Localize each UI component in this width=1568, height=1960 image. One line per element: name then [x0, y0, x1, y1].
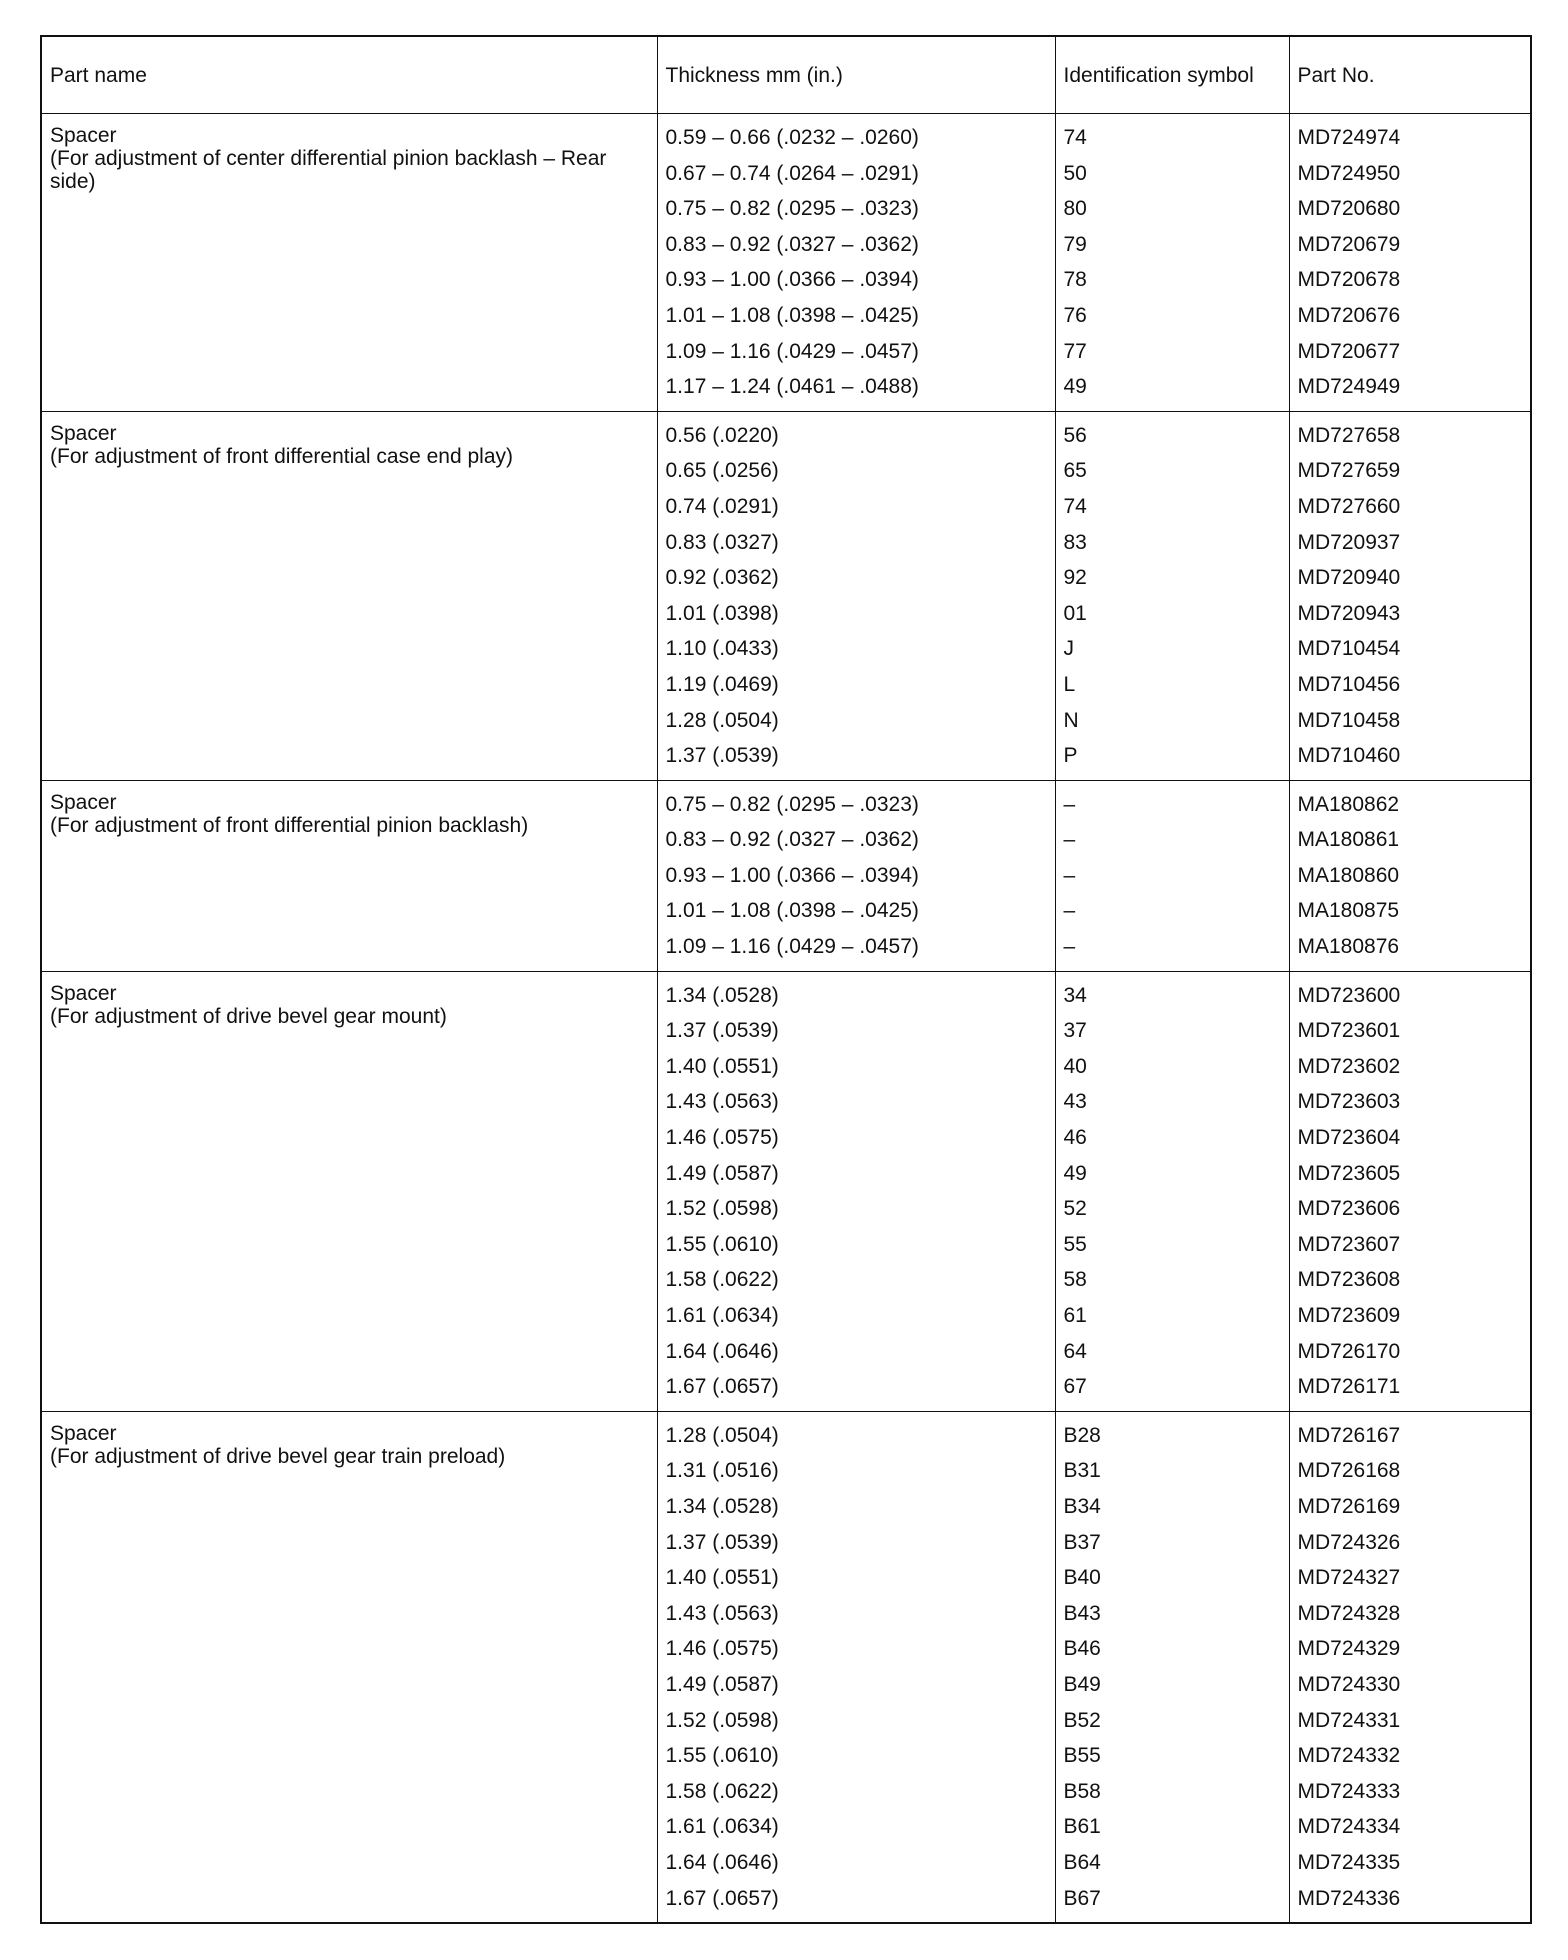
identification-symbol-value: B34 [1063, 1494, 1101, 1518]
part-number-value: MD724331 [1297, 1708, 1401, 1732]
identification-symbol-cell [1055, 1411, 1289, 1923]
part-number-cell [1289, 780, 1531, 971]
thickness-value: 1.64 (.0646) [665, 1850, 779, 1874]
thickness-value: 1.61 (.0634) [665, 1815, 779, 1839]
thickness-value: 1.37 (.0539) [665, 744, 779, 768]
part-number-value: MD723608 [1297, 1268, 1401, 1292]
thickness-value: 1.43 (.0563) [665, 1090, 779, 1114]
part-number-value: MD710454 [1297, 637, 1401, 661]
identification-symbol-value: B49 [1063, 1672, 1101, 1696]
part-name: Spacer [50, 981, 117, 1005]
thickness-value: 1.67 (.0657) [665, 1375, 779, 1399]
identification-symbol-value: 46 [1063, 1126, 1087, 1150]
identification-symbol-cell [1055, 780, 1289, 971]
thickness-value: 1.61 (.0634) [665, 1304, 779, 1327]
part-number-value: MD724332 [1297, 1744, 1401, 1768]
table-row [41, 780, 1531, 971]
identification-symbol-value: B58 [1063, 1779, 1101, 1803]
identification-symbol-value: 78 [1063, 268, 1087, 292]
identification-symbol-value: 76 [1063, 303, 1087, 327]
identification-symbol-value: B40 [1063, 1566, 1101, 1590]
thickness-value: 1.37 (.0539) [665, 1530, 779, 1554]
part-number-value: MD723604 [1297, 1126, 1401, 1150]
part-number-value: MA180861 [1297, 828, 1400, 852]
part-name-cell [41, 411, 657, 780]
part-number-value: MD710458 [1297, 708, 1401, 732]
thickness-value: 1.28 (.0504) [665, 708, 779, 732]
part-description: (For adjustment of front differential pinion backlash) [50, 813, 529, 837]
identification-symbol-value: 56 [1063, 423, 1087, 447]
part-number-cell [1289, 1411, 1531, 1923]
identification-symbol-cell [1055, 411, 1289, 780]
part-number-value: MD724974 [1297, 126, 1401, 149]
part-number-cell [1289, 411, 1531, 780]
thickness-value: 0.83 (.0327) [665, 530, 779, 554]
identification-symbol-value: 49 [1063, 375, 1087, 399]
identification-symbol-value: 80 [1063, 197, 1087, 221]
identification-symbol-value: 64 [1063, 1339, 1087, 1363]
identification-symbol-value: 55 [1063, 1232, 1087, 1256]
identification-symbol-value: 58 [1063, 1268, 1087, 1292]
part-number-value: MD724334 [1297, 1815, 1401, 1839]
thickness-value: 1.52 (.0598) [665, 1197, 779, 1221]
identification-symbol-value: B31 [1063, 1459, 1101, 1483]
thickness-value: 1.28 (.0504) [665, 1423, 779, 1447]
thickness-value: 1.55 (.0610) [665, 1744, 779, 1768]
part-number-value: MA180862 [1297, 792, 1400, 816]
part-name: Spacer [50, 1421, 117, 1445]
part-number-value: MD724336 [1297, 1886, 1401, 1910]
thickness-value: 0.65 (.0256) [665, 459, 779, 483]
thickness-value: 0.67 – 0.74 (.0264 – .0291) [665, 161, 919, 185]
thickness-value: 1.34 (.0528) [665, 983, 779, 1007]
identification-symbol-value: 83 [1063, 530, 1087, 554]
thickness-value: 1.46 (.0575) [665, 1637, 779, 1661]
thickness-value: 1.31 (.0516) [665, 1459, 779, 1483]
part-number-value: MA180860 [1297, 863, 1400, 887]
header-thickness: Thickness mm (in.) [657, 36, 1055, 114]
identification-symbol-value: B64 [1063, 1850, 1101, 1874]
identification-symbol-value: B46 [1063, 1637, 1101, 1661]
identification-symbol-value: – [1063, 828, 1076, 852]
identification-symbol-cell [1055, 114, 1289, 412]
thickness-value: 1.37 (.0539) [665, 1019, 779, 1043]
part-name-cell [41, 114, 657, 412]
identification-symbol-value: 34 [1063, 983, 1087, 1007]
part-number-value: MD723601 [1297, 1019, 1401, 1043]
identification-symbol-value: B28 [1063, 1423, 1101, 1447]
thickness-cell [657, 114, 1055, 412]
part-description: (For adjustment of center differential pinion backlash – Rear side) [50, 147, 607, 193]
thickness-value: 1.40 (.0551) [665, 1054, 779, 1078]
part-number-value: MD724327 [1297, 1566, 1401, 1590]
part-number-value: MD726169 [1297, 1494, 1401, 1518]
thickness-value: 1.49 (.0587) [665, 1161, 779, 1185]
identification-symbol-value: B67 [1063, 1886, 1101, 1910]
identification-symbol-value: 67 [1063, 1375, 1087, 1399]
thickness-cell [657, 1411, 1055, 1923]
part-description: (For adjustment of drive bevel gear train preload) [50, 1444, 506, 1468]
header-part-number: Part No. [1289, 36, 1531, 114]
identification-symbol-value: – [1063, 863, 1076, 887]
table-row [41, 1411, 1531, 1923]
identification-symbol-value: 52 [1063, 1197, 1087, 1221]
thickness-value: 1.19 (.0469) [665, 672, 779, 696]
thickness-value: 0.75 – 0.82 (.0295 – .0323) [665, 197, 919, 221]
part-number-value: MD724949 [1297, 375, 1401, 399]
identification-symbol-value: P [1063, 744, 1078, 768]
thickness-value: 1.43 (.0563) [665, 1601, 779, 1625]
thickness-value: 1.09 – 1.16 (.0429 – .0457) [665, 339, 919, 363]
part-number-value: MD723603 [1297, 1090, 1401, 1114]
part-name-cell [41, 780, 657, 971]
thickness-value: 1.67 (.0657) [665, 1886, 779, 1910]
header-identification-symbol: Identification symbol [1055, 36, 1289, 114]
identification-symbol-value: B43 [1063, 1601, 1101, 1625]
identification-symbol-value: – [1063, 899, 1076, 923]
thickness-value: 0.74 (.0291) [665, 494, 779, 518]
thickness-value: 1.01 (.0398) [665, 601, 779, 625]
identification-symbol-value: L [1063, 672, 1076, 696]
part-description: (For adjustment of drive bevel gear mount) [50, 1004, 447, 1028]
identification-symbol-value: 43 [1063, 1090, 1087, 1114]
part-number-value: MD724333 [1297, 1779, 1401, 1803]
thickness-value: 0.93 – 1.00 (.0366 – .0394) [665, 268, 919, 292]
thickness-value: 0.83 – 0.92 (.0327 – .0362) [665, 828, 919, 852]
part-number-value: MD720678 [1297, 268, 1401, 292]
identification-symbol-value: 50 [1063, 161, 1087, 185]
identification-symbol-value: 61 [1063, 1304, 1087, 1327]
thickness-value: 0.93 – 1.00 (.0366 – .0394) [665, 863, 919, 887]
identification-symbol-value: 79 [1063, 232, 1087, 256]
thickness-value: 1.64 (.0646) [665, 1339, 779, 1363]
identification-symbol-value: – [1063, 935, 1076, 959]
thickness-value: 0.75 – 0.82 (.0295 – .0323) [665, 792, 919, 816]
header-part-name: Part name [41, 36, 657, 114]
identification-symbol-value: N [1063, 708, 1079, 732]
thickness-value: 1.49 (.0587) [665, 1672, 779, 1696]
part-number-value: MD724330 [1297, 1672, 1401, 1696]
part-number-value: MD723602 [1297, 1054, 1401, 1078]
identification-symbol-value: 37 [1063, 1019, 1087, 1043]
part-number-value: MD720676 [1297, 303, 1401, 327]
thickness-value: 0.92 (.0362) [665, 566, 779, 590]
thickness-value: 1.58 (.0622) [665, 1779, 779, 1803]
part-number-value: MA180876 [1297, 935, 1400, 959]
identification-symbol-value: 01 [1063, 601, 1087, 625]
part-name: Spacer [50, 124, 117, 147]
part-number-value: MD720680 [1297, 197, 1401, 221]
identification-symbol-value: B37 [1063, 1530, 1101, 1554]
part-number-value: MD723600 [1297, 983, 1401, 1007]
identification-symbol-value: B52 [1063, 1708, 1101, 1732]
part-number-value: MD724329 [1297, 1637, 1401, 1661]
part-number-cell [1289, 114, 1531, 412]
identification-symbol-value: 92 [1063, 566, 1087, 590]
thickness-value: 1.58 (.0622) [665, 1268, 779, 1292]
thickness-value: 1.10 (.0433) [665, 637, 779, 661]
part-number-value: MD724335 [1297, 1850, 1401, 1874]
table-row [41, 114, 1531, 412]
header-row [41, 36, 1531, 114]
part-number-value: MD724328 [1297, 1601, 1401, 1625]
identification-symbol-value: J [1063, 637, 1074, 661]
identification-symbol-value: – [1063, 792, 1076, 816]
thickness-value: 1.17 – 1.24 (.0461 – .0488) [665, 375, 919, 399]
part-number-value: MD724326 [1297, 1530, 1401, 1554]
part-number-value: MD710456 [1297, 672, 1401, 696]
part-number-value: MD726167 [1297, 1423, 1401, 1447]
part-number-value: MD720940 [1297, 566, 1401, 590]
part-name-cell [41, 971, 657, 1411]
table-row [41, 411, 1531, 780]
identification-symbol-value: B61 [1063, 1815, 1101, 1839]
spacer-parts-table [40, 35, 1532, 1924]
identification-symbol-value: 49 [1063, 1161, 1087, 1185]
part-number-value: MD710460 [1297, 744, 1401, 768]
part-number-value: MD723607 [1297, 1232, 1401, 1256]
identification-symbol-cell [1055, 971, 1289, 1411]
part-number-value: MD724950 [1297, 161, 1401, 185]
part-number-value: MA180875 [1297, 899, 1400, 923]
part-number-value: MD720679 [1297, 232, 1401, 256]
part-number-value: MD727659 [1297, 459, 1401, 483]
thickness-value: 1.09 – 1.16 (.0429 – .0457) [665, 935, 919, 959]
part-name-cell [41, 1411, 657, 1923]
part-description: (For adjustment of front differential case end play) [50, 444, 514, 468]
part-number-value: MD720677 [1297, 339, 1401, 363]
part-number-value: MD723605 [1297, 1161, 1401, 1185]
part-number-value: MD726171 [1297, 1375, 1401, 1399]
part-number-value: MD726168 [1297, 1459, 1401, 1483]
part-name: Spacer [50, 790, 117, 814]
table-row [41, 971, 1531, 1411]
thickness-value: 1.01 – 1.08 (.0398 – .0425) [665, 303, 919, 327]
thickness-value: 1.55 (.0610) [665, 1232, 779, 1256]
thickness-cell [657, 971, 1055, 1411]
thickness-value: 0.59 – 0.66 (.0232 – .0260) [665, 126, 919, 149]
thickness-value: 0.83 – 0.92 (.0327 – .0362) [665, 232, 919, 256]
thickness-value: 1.34 (.0528) [665, 1494, 779, 1518]
identification-symbol-value: 77 [1063, 339, 1087, 363]
thickness-value: 0.56 (.0220) [665, 423, 779, 447]
part-number-value: MD720943 [1297, 601, 1401, 625]
thickness-cell [657, 411, 1055, 780]
identification-symbol-value: 74 [1063, 126, 1087, 149]
part-number-value: MD723606 [1297, 1197, 1401, 1221]
thickness-value: 1.01 – 1.08 (.0398 – .0425) [665, 899, 919, 923]
part-name: Spacer [50, 421, 117, 445]
table-body [41, 114, 1531, 1924]
part-number-value: MD727658 [1297, 423, 1401, 447]
part-number-value: MD720937 [1297, 530, 1401, 554]
identification-symbol-value: 74 [1063, 494, 1087, 518]
thickness-value: 1.52 (.0598) [665, 1708, 779, 1732]
part-number-cell [1289, 971, 1531, 1411]
thickness-value: 1.40 (.0551) [665, 1566, 779, 1590]
identification-symbol-value: B55 [1063, 1744, 1101, 1768]
part-number-value: MD723609 [1297, 1304, 1401, 1327]
thickness-value: 1.46 (.0575) [665, 1126, 779, 1150]
identification-symbol-value: 40 [1063, 1054, 1087, 1078]
identification-symbol-value: 65 [1063, 459, 1087, 483]
part-number-value: MD726170 [1297, 1339, 1401, 1363]
part-number-value: MD727660 [1297, 494, 1401, 518]
thickness-cell [657, 780, 1055, 971]
